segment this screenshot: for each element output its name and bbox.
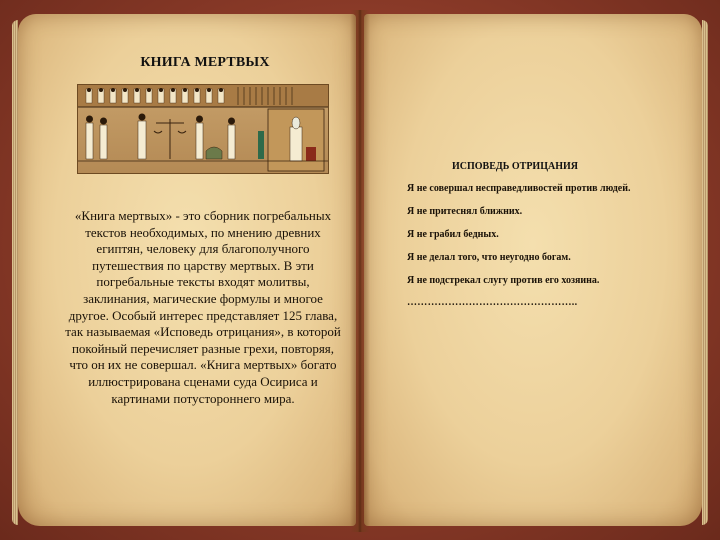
book-description: «Книга мертвых» - это сборник погребальных текстов необходимых, по мнению древних египтян, человеку для благополучного путешествия по царству мертвых. В эти погребальные тексты входят молитвы, заклинания, магические формулы и многое другое. Особый интерес представляет 125 глава, так называемая «Исповедь отрицания», в которой покойный перечисляет разные грехи, повторяя, что он их не совершал. «Книга мертвых» богато иллюстрирована сценами суда Осириса и картинами потустороннего мира.	[65, 208, 341, 406]
confession-ellipsis: …………………………………………..	[407, 297, 578, 308]
confession-item: Я не делал того, что неугодно богам.	[407, 252, 571, 263]
papyrus-illustration	[77, 84, 329, 174]
confession-item: Я не совершал несправедливостей против людей.	[407, 183, 631, 194]
confession-list	[407, 182, 637, 308]
confession-item: Я не подстрекал слугу против его хозяина.	[407, 275, 600, 286]
confession-heading: ИСПОВЕДЬ ОТРИЦАНИЯ	[451, 161, 578, 172]
page-edges-right	[702, 20, 708, 525]
confession-item: Я не притеснял ближних.	[407, 206, 523, 217]
confession-item: Я не грабил бедных.	[407, 229, 499, 240]
book-spine	[350, 10, 370, 532]
page-title: КНИГА МЕРТВЫХ	[140, 55, 270, 70]
